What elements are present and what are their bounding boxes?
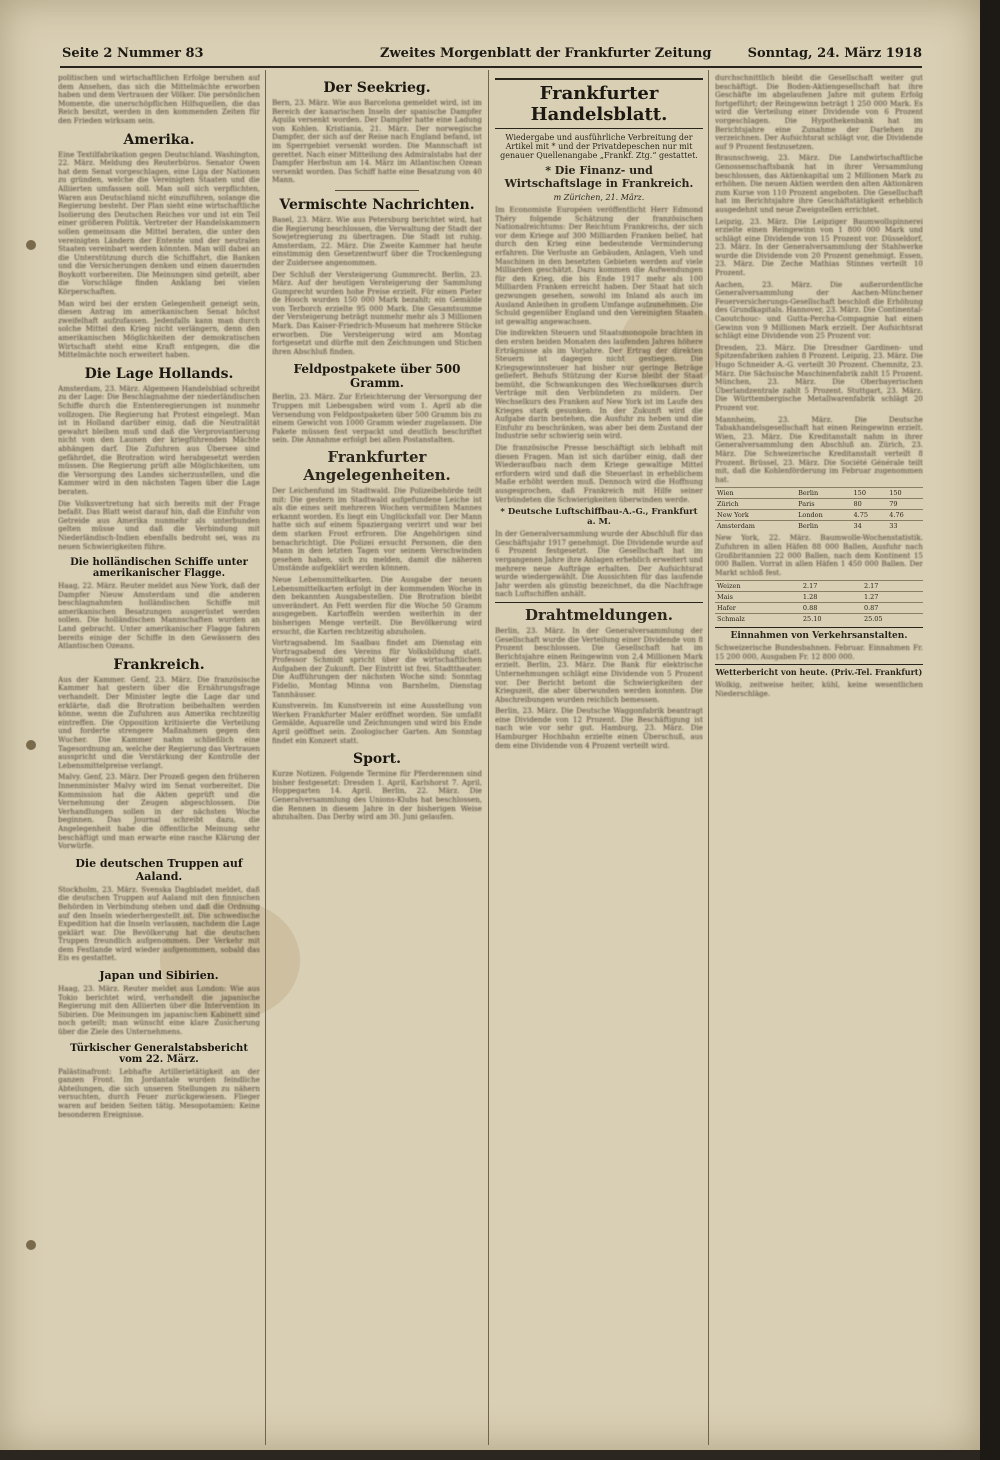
section-heading: Einnahmen von Verkehrsanstalten. <box>715 627 923 641</box>
weather-report: Wetterbericht von heute. (Priv.-Tel. Frankfurt) <box>715 664 923 677</box>
article-heading: Drahtmeldungen. <box>495 602 703 624</box>
issue-date: Sonntag, 24. März 1918 <box>747 46 922 61</box>
column-rule <box>708 70 709 1445</box>
article-heading: * Die Finanz- und Wirtschaftslage in Frankreich. <box>504 164 694 190</box>
binding-hole <box>26 740 36 750</box>
dateline: m Zürichen, 21. März. <box>553 193 645 202</box>
article-heading: Sport. <box>353 751 401 768</box>
column-2: Der Seekrieg. Bern, 23. März. Wie aus Barcelona gemeldet wird, ist im Bereich der kanarischen Inseln der spanische Dampfer Aquila versenkt worden. Der Dampfer hatte eine Ladung von Kohlen. Kristiania, 21. März. Der norwegische Dampfer, der sich auf der Reise nach England befand, ist im Sperrgebiet versenkt worden. Die Mannschaft ist gerettet. Nach einer Mitteilung des Admiralstabs hat der Dampfer Herbstun am 14. März im Atlantischen Ozean versenkt worden. Das Schiff hatte eine Besatzung von 40 Mann. Vermischte Nachrichten. Basel, 23. März. Wie aus Petersburg berichtet wird, hat die Regierung beschlossen, die Verwaltung der Stadt der Sowjetregierung zu übertragen. Die Stadt ist ruhig. Amsterdam, 22. März. Die Zweite Kammer hat heute einstimmig den Gesetzentwurf über die Trockenlegung der Zuidersee angenommen. Der Schluß der Versteigerung Gummrecht. Berlin, 23. März. Auf der heutigen Versteigerung der Sammlung Gumprecht wurden hohe Preise erzielt. Für einen Pieter de Hooch wurden 150 000 Mark bezahlt; ein Gemälde von Terborch erzielte 95 000 Mark. Die Gesamtsumme der Versteigerung beträgt nunmehr mehr als 3 Millionen Mark. Das Kaiser-Friedrich-Museum hat mehrere Stücke erworben. Die Versteigerung wird am Montag fortgesetzt und dürfte mit den Zeichnungen und Stichen ihren Abschluß finden. Feldpostpakete über 500 Gramm. Berlin, 23. März. Zur Erleichterung der Versorgung der Truppen mit Liebesgaben wird vom 1. April ab die Versendung von Feldpostpaketen über 500 Gramm bis zu einem Gewicht von 1000 Gramm wieder zugelassen. Die Pakete müssen fest verpackt und deutlich beschriftet sein. Die Annahme erfolgt bei allen Postanstalten. Frankfurter Angelegenheiten. Der Leichenfund im Stadtwald. Die Polizeibehörde teilt mit: Die gestern im Stadtwald aufgefundene Leiche ist als die eines seit mehreren Wochen vermißten Mannes erkannt worden. Es liegt ein Unglücksfall vor. Der Mann hatte sich auf einem Spaziergang verirrt und war bei dem starken Frost erfroren. Die Angehörigen sind benachrichtigt. Die Polizei ersucht Personen, die den Mann in den letzten Tagen vor seinem Verschwinden gesehen haben, sich zu melden, damit die näheren Umstände aufgeklärt werden können. Neue Lebensmittelkarten. Die Ausgabe der neuen Lebensmittelkarten erfolgt in der kommenden Woche in den bekannten Ausgabestellen. Die Brotration bleibt unverändert. An Fett werden für die Woche 50 Gramm ausgegeben. Kartoffeln werden weiterhin in der bisherigen Menge verteilt. Die Bevölkerung wird ersucht, die Karten rechtzeitig abzuholen. Vortragsabend. Im Saalbau findet am Dienstag ein Vortragsabend des Vereins für Volksbildung statt. Professor Schmidt spricht über die wirtschaftlichen Aufgaben der Zukunft. Der Eintritt ist frei. Stadttheater. Die Aufführungen der nächsten Woche sind: Sonntag Fidelio, Montag Minna von Barnhelm, Dienstag Tannhäuser. Kunstverein. Im Kunstverein ist eine Ausstellung von Werken Frankfurter Maler eröffnet worden. Sie umfaßt Gemälde, Aquarelle und Zeichnungen und wird bis Ende April geöffnet sein. Zoologischer Garten. Am Sonntag findet ein Konzert statt. Sport. Kurze Notizen. Folgende Termine für Pferderennen sind bisher festgesetzt: Dresden 1. April, Karlshorst 7. April, Hoppegarten 14. April. Berlin, 22. März. Die Generalversammlung des Unions-Klubs hat beschlossen, die Rennen in diesem Jahre in der bisherigen Weise abzuhalten. Das Derby wird am 30. Juni gelaufen. <box>272 80 482 822</box>
masthead-note: Wiedergabe und ausführliche Verbreitung der Artikel mit * und der Privatdepeschen nur mit genauer Quellenangabe „Frankf. Ztg.“ gestattet. <box>500 133 698 160</box>
article-heading: Japan und Sibirien. <box>99 969 219 983</box>
column-4: durchschnittlich bleibt die Gesellschaft weiter gut beschäftigt. Die Boden-Aktiengesellschaft hat ihre Geschäfte im abgelaufenen Jahre mit gutem Erfolg fortgeführt; der Reingewinn beträgt 1 250 000 Mark. Es wird die Verteilung einer Dividende von 6 Prozent vorgeschlagen. Die Hypothekenbank hat im Berichtsjahre eine Zunahme der Darlehen zu verzeichnen. Der Aufsichtsrat schlägt vor, die Dividende auf 9 Prozent festzusetzen. Braunschweig, 23. März. Die Landwirtschaftliche Genossenschaftsbank hat in ihrer Versammlung beschlossen, das Aktienkapital um 2 Millionen Mark zu erhöhen. Die neuen Aktien werden den alten Aktionären zum Kurse von 110 Prozent angeboten. Die Gesellschaft hat im Berichtsjahre ihre Geschäftstätigkeit erheblich ausgedehnt und neue Zweigstellen errichtet. Leipzig, 23. März. Die Leipziger Baumwollspinnerei erzielte einen Reingewinn von 1 800 000 Mark und schlägt eine Dividende von 15 Prozent vor. Düsseldorf, 23. März. In der Generalversammlung der Stahlwerke wurde die Dividende von 20 Prozent genehmigt. Essen, 23. März. Die Zeche Mathias Stinnes verteilt 10 Prozent. Aachen, 23. März. Die außerordentliche Generalversammlung der Aachen-Münchener Feuerversicherungs-Gesellschaft beschloß die Erhöhung des Grundkapitals. Hannover, 23. März. Die Continental-Caoutchouc- und Gutta-Percha-Compagnie hat einen Gewinn von 9 Millionen Mark erzielt. Der Aufsichtsrat schlägt eine Dividende von 25 Prozent vor. Dresden, 23. März. Die Dresdner Gardinen- und Spitzenfabriken zahlen 8 Prozent. Leipzig, 23. März. Die Hugo Schneider A.-G. verteilt 30 Prozent. Chemnitz, 23. März. Die Sächsische Maschinenfabrik zahlt 15 Prozent. München, 23. März. Die Oberbayerischen Überlandzentrale zahlt 5 Prozent. Stuttgart, 23. März. Die Württembergische Metallwarenfabrik schlägt 20 Prozent vor. Mannheim, 23. März. Die Deutsche Tabakhandelsgesellschaft hat einen Reingewinn erzielt. Wien, 23. März. Die Kreditanstalt nahm in ihrer Generalversammlung den Abschluß an. Zürich, 23. März. Die Schweizerische Kreditanstalt verteilt 8 Prozent. Brüssel, 23. März. Die Société Générale teilt mit, daß die Kohlenförderung im Februar zugenommen hat. Wien Berlin 150 150 Zürich Paris 80 79 New York London 4.75 4.76 Amsterdam Berlin 34 33 New York, 22. März. Baumwolle-Wochenstatistik. Zufuhren in allen Häfen 88 000 Ballen, Ausfuhr nach Großbritannien 22 000 Ballen, nach dem Kontinent 15 000 Ballen. Vorrat in allen Häfen 1 450 000 Ballen. Der Markt schloß fest. Weizen 2.17 2.17 Mais 1.28 1.27 Hafer 0.88 0.87 Schmalz 25.10 25.05 Einnahmen von Verkehrsanstalten. Schweizerische Bundesbahnen. Februar. Einnahmen Fr. 15 200 000, Ausgaben Fr. 12 800 000. Wetterbericht von heute. (Priv.-Tel. Frankfurt) Wolkig, zeitweise heiter, kühl, keine wesentlichen Niederschläge. <box>715 74 923 699</box>
column-3: Frankfurter Handelsblatt. Wiedergabe und ausführliche Verbreitung der Artikel mit * und der Privatdepeschen nur mit genauer Quellenangabe „Frankf. Ztg.“ gestattet. * Die Finanz- und Wirtschaftslage in Frankreich. m Zürichen, 21. März. Im Economiste Européen veröffentlicht Herr Edmond Théry folgende Schätzung der französischen Nationalreichtums: Der Reichtum Frankreichs, der sich vor dem Kriege auf 300 Milliarden Franken belief, hat durch den Krieg eine bedeutende Verminderung erfahren. Die Verluste an Gebäuden, Anlagen, Vieh und Maschinen in den besetzten Gebieten werden auf viele Milliarden geschätzt. Dazu kommen die Aufwendungen für den Krieg, die bis Ende 1917 mehr als 100 Milliarden Franken erreicht haben. Der Staat hat sich gezwungen gesehen, sowohl im Inland als auch im Ausland Anleihen in großem Umfange aufzunehmen. Die Schuld gegenüber England und den Vereinigten Staaten ist gewaltig angewachsen. Die indirekten Steuern und Staatsmonopole brachten in den ersten beiden Monaten des laufenden Jahres höhere Erträgnisse als im Vorjahre. Der Ertrag der direkten Steuern ist dagegen nicht gestiegen. Die Kriegsgewinnsteuer hat bisher nur geringe Beträge geliefert. Behufs Stützung der Kurse bleibt der Staat bemüht, die Schwankungen des Wechselkurses durch Verträge mit den Verbündeten zu mildern. Der Wechselkurs des Franken auf New York ist im Laufe des Krieges stark gesunken. In der Zukunft wird die Aufgabe darin bestehen, die Ausfuhr zu heben und die Einfuhr zu beschränken, was aber bei dem Zustand der Industrie sehr schwierig sein wird. Die französische Presse beschäftigt sich lebhaft mit diesen Fragen. Man ist sich darüber einig, daß der Wiederaufbau nach dem Kriege gewaltige Mittel erfordern wird und daß die Steuerlast in erheblichem Maße erhöht werden muß. Dennoch wird die Hoffnung ausgesprochen, daß Frankreich mit Hilfe seiner Verbündeten die Schwierigkeiten überwinden werde. * Deutsche Luftschiffbau-A.-G., Frankfurt a. M. In der Generalversammlung wurde der Abschluß für das Geschäftsjahr 1917 genehmigt. Die Dividende wurde auf 6 Prozent festgesetzt. Die Gesellschaft hat im vergangenen Jahre ihre Anlagen erheblich erweitert und mehrere neue Aufträge erhalten. Der Aufsichtsrat wurde wiedergewählt. Die Aussichten für das laufende Jahr werden als günstig bezeichnet, da die Nachfrage nach Luftschiffen anhält. Drahtmeldungen. Berlin, 23. März. In der Generalversammlung der Gesellschaft wurde die Verteilung einer Dividende von 8 Prozent beschlossen. Die Gesellschaft hat im Berichtsjahre einen Reingewinn von 2,4 Millionen Mark erzielt. Berlin, 23. März. Die Bank für elektrische Unternehmungen schlägt eine Dividende von 5 Prozent vor. Der Bericht betont die Schwierigkeiten der Kriegszeit, die aber überwunden werden konnten. Die Abschreibungen wurden reichlich bemessen. Berlin, 23. März. Die Deutsche Waggonfabrik beantragt eine Dividende von 12 Prozent. Die Beschäftigung ist nach wie vor sehr gut. Hamburg, 23. März. Die Hamburger Hochbahn erzielte einen Überschuß, aus dem eine Dividende von 4 Prozent verteilt wird. <box>495 74 703 1444</box>
article-heading: Die holländischen Schiffe unter amerikanischer Flagge. <box>70 557 248 580</box>
binding-hole <box>26 240 36 250</box>
article-heading: Die deutschen Truppen auf Aaland. <box>75 856 243 883</box>
article-heading: Die Lage Hollands. <box>84 365 234 382</box>
masthead-title: Zweites Morgenblatt der Frankfurter Zeitung <box>380 46 712 61</box>
article-heading: Frankfurter Angelegenheiten. <box>303 448 451 484</box>
header-rule <box>60 66 922 68</box>
article-heading: Frankreich. <box>113 656 205 673</box>
column-rule <box>488 70 489 1445</box>
section-masthead: Frankfurter Handelsblatt. <box>495 78 703 129</box>
article-heading: Der Seekrieg. <box>323 80 431 96</box>
article-heading: * Deutsche Luftschiffbau-A.-G., Frankfurt a. M. <box>500 507 698 528</box>
article-heading: Türkischer Generalstabsbericht vom 22. März. <box>70 1042 248 1065</box>
page-header <box>62 44 922 66</box>
binding-hole <box>26 1240 36 1250</box>
column-rule <box>265 70 266 1445</box>
commodity-table: Weizen 2.17 2.17 Mais 1.28 1.27 Hafer 0.88 0.87 Schmalz 25.10 25.05 <box>715 580 923 624</box>
divider <box>335 190 419 191</box>
article-heading: Vermischte Nachrichten. <box>279 196 475 213</box>
article-heading: Amerika. <box>123 131 195 148</box>
exchange-rate-table: Wien Berlin 150 150 Zürich Paris 80 79 New York London 4.75 4.76 Amsterdam Berlin 34 33 <box>715 487 923 531</box>
article-heading: Feldpostpakete über 500 Gramm. <box>293 362 461 391</box>
column-1: politischen und wirtschaftlichen Erfolge beruhen auf dem Ansehen, das sich die Mittelmächte erworben haben und dem Vertrauen der Völker. Die persönlichen Momente, die unerschöpflichen Hilfsquellen, die das Reich besitzt, werden in den kommenden Zeiten für den Frieden wirksam sein. Amerika. Eine Textilfabrikation gegen Deutschland. Washington, 22. März. Meldung des Reuterbüros. Senator Owen hat dem Senat vorgeschlagen, eine Liga der Nationen zu gründen, welche die Vereinigten Staaten und die Alliierten umfassen soll. Man soll sich verpflichten, Waren aus Deutschland nicht einzuführen, solange die Regierung besteht. Der Plan sieht eine wirtschaftliche Isolierung des Deutschen Reiches vor und ist ein Teil einer größeren Politik. Vertreter der Handelskammern sollen gemeinsam die Mittel beraten, die unter den vereinigten Ländern der Entente und der neutralen Staaten vereinbart werden könnten. Man will dabei an die Unterstützung durch die Schiffahrt, die Banken und die Versicherungen denken und einen dauernden Boykott vorbereiten. Die Meinungen sind geteilt, aber die Vorschläge finden Anklang bei vielen Körperschaften. Man wird bei der ersten Gelegenheit geneigt sein, diesen Antrag im amerikanischen Senat höchst zweifelhaft aufzufassen. Jedenfalls kann man durch solche Mittel den Krieg nicht verlängern, denn den amerikanischen Möglichkeiten der demokratischen Wirtschaft steht eine Kraft entgegen, die die Mittelmächte noch erweitert haben. Die Lage Hollands. Amsterdam, 23. März. Algemeen Handelsblad schreibt zu der Lage: Die Beschlagnahme der niederländischen Schiffe durch die Ententeregierungen ist nunmehr vollzogen. Die Regierung hat Protest eingelegt. Man ist in Holland darüber einig, daß die Neutralität gewahrt bleiben muß und daß die Verproviantierung nicht von den Launen der kriegführenden Mächte abhängen darf. Die Zufuhren aus Übersee sind gefährdet, die Brotration wird herabgesetzt werden müssen. Die Regierung prüft alle Möglichkeiten, um die Versorgung des Landes sicherzustellen, und die Kammer wird in den nächsten Tagen über die Lage beraten. Die Volksvertretung hat sich bereits mit der Frage befaßt. Das Blatt weist darauf hin, daß die Einfuhr von Getreide aus Amerika nunmehr als unterbunden gelten müsse und daß die Verbindung mit Niederländisch-Indien ebenfalls bedroht sei, was zu neuen Schwierigkeiten führe. Die holländischen Schiffe unter amerikanischer Flagge. Haag, 22. März. Reuter meldet aus New York, daß der Dampfer Nieuw Amsterdam und die anderen beschlagnahmten holländischen Schiffe mit amerikanischen Besatzungen ausgerüstet werden sollen. Die holländischen Mannschaften wurden an Land gebracht. Unter amerikanischer Flagge fahren bereits einige der Schiffe in den Gewässern des Atlantischen Ozeans. Frankreich. Aus der Kammer. Genf, 23. März. Die französische Kammer hat gestern über die Ernährungsfrage verhandelt. Der Minister legte die Lage dar und erklärte, daß die Brotration beibehalten werden könne, wenn die Zufuhren aus Amerika rechtzeitig eintreffen. Die Opposition kritisierte die Verteilung und forderte strengere Maßnahmen gegen den Wucher. Die Kammer nahm schließlich eine Tagesordnung an, welche der Regierung das Vertrauen ausspricht und die Verstärkung der Kontrolle der Lebensmittelpreise verlangt. Malvy. Genf, 23. März. Der Prozeß gegen den früheren Innenminister Malvy wird im Senat vorbereitet. Die Kommission hat die Akten geprüft und die Vernehmung der Zeugen abgeschlossen. Die Verhandlungen sollen in der nächsten Woche beginnen. Das Journal schreibt dazu, die Angelegenheit habe die öffentliche Meinung sehr beschäftigt und man erwarte eine rasche Klärung der Vorwürfe. Die deutschen Truppen auf Aaland. Stockholm, 23. März. Svenska Dagbladet meldet, daß die deutschen Truppen auf Aaland mit den finnischen Behörden in Verbindung stehen und daß die Ordnung auf den Inseln wiederhergestellt ist. Die schwedische Expedition hat die Inseln verlassen, nachdem die Lage geklärt war. Die Bevölkerung hat die deutschen Truppen freundlich aufgenommen. Der Verkehr mit dem Festlande wird wieder aufgenommen, sobald das Eis es gestattet. Japan und Sibirien. Haag, 23. März. Reuter meldet aus London: Wie aus Tokio berichtet wird, verhandelt die japanische Regierung mit den Alliierten über die Intervention in Sibirien. Die Meinungen im japanischen Kabinett sind noch geteilt; man wünscht eine klare Zusicherung über die Ziele des Unternehmens. Türkischer Generalstabsbericht vom 22. März. Palästinafront: Lebhafte Artillerietätigkeit an der ganzen Front. Im Jordantale wurden feindliche Abteilungen, die sich unseren Stellungen zu nähern versuchten, durch Feuer zurückgewiesen. Flieger waren auf beiden Seiten tätig. Mesopotamien: Keine besonderen Ereignisse. <box>58 74 260 1119</box>
page-number: Seite 2 Nummer 83 <box>62 46 204 61</box>
scan-edge <box>980 0 1000 1460</box>
